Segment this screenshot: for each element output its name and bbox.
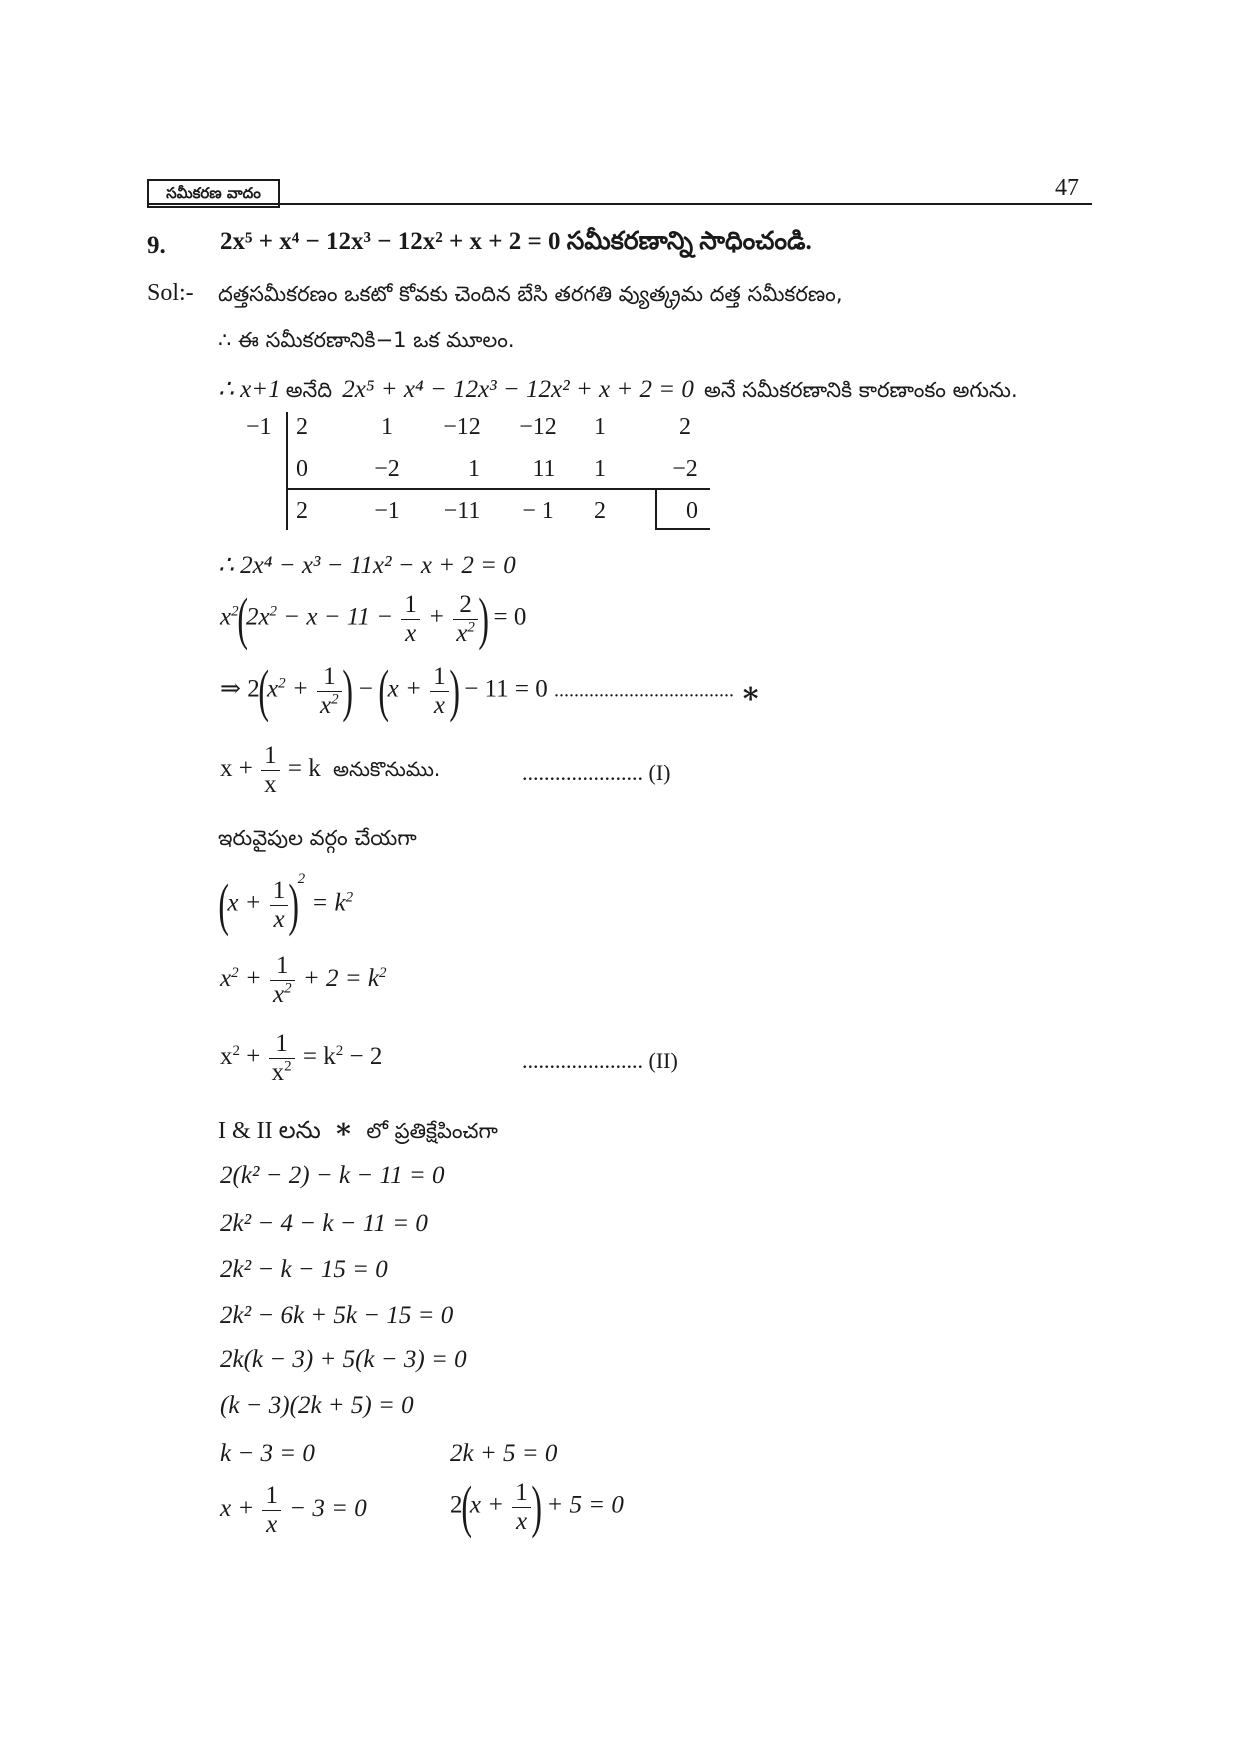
division-cell: −2 (374, 456, 400, 482)
substitution-step (218, 1112, 498, 1150)
case-left-equation: x + $\frac{1}{x}$ − 3 = 0 (220, 1482, 367, 1538)
division-cell: 2 (296, 414, 308, 440)
division-cell: − 1 (522, 498, 554, 524)
polynomial-equation: 2x⁵ + x⁴ − 12x³ − 12x² + x + 2 = 0 (342, 376, 694, 403)
division-cell: −2 (672, 456, 698, 482)
question-number: 9. (147, 232, 166, 259)
solution-label: Sol:- (147, 280, 194, 306)
division-cell: −12 (443, 414, 481, 440)
squared-equation: (x + $\frac{1}{x}$ )$^2 = k^2$ (218, 871, 354, 937)
header-rule (147, 203, 1092, 205)
solution-line-2: ∴ ఈ సమీకరణానికి−1 ఒక మూలం. (218, 328, 515, 352)
solve-step: 2(k² − 2) − k − 11 = 0 (220, 1162, 445, 1189)
star-marker: ∗ (740, 676, 761, 710)
line-3-connector: అనేది (285, 378, 333, 402)
equation-ref-2: ...................... (II) (522, 1048, 678, 1073)
factor-expression: ∴ x+1 (218, 376, 281, 403)
solution-line-1: దత్తసమీకరణం ఒకటో కోవకు చెందిన బేసి తరగతి వ్యుత్క్రమ దత్త సమీకరణం, (218, 282, 843, 306)
substitution-equation: x + $\frac{1}{x}$ = k అనుకొనుము. (220, 742, 441, 798)
division-cell: 2 (594, 498, 606, 524)
solve-step: 2k² − k − 15 = 0 (220, 1256, 388, 1283)
chapter-title: సమీకరణ వాదం (147, 179, 280, 208)
division-cell: 11 (532, 456, 556, 482)
squaring-text: ఇరువైపుల వర్గం చేయగా (218, 826, 417, 850)
remainder-value: 0 (686, 498, 698, 524)
division-divisor: −1 (246, 414, 272, 440)
substitution-step-text: లో ప్రతిక్షేపించగా (366, 1119, 498, 1143)
grouped-equation: ⇒ $2(x^2$ + $\frac{1}{x^2}$ ) − (x + $\frac{1}{x}$ ) − 11 = 0 .................................... ∗ (220, 658, 761, 723)
grouped-equation-dots: .................................... (553, 679, 734, 702)
star-marker: ∗ (333, 1114, 354, 1145)
substitution-ref: I & II లను (218, 1118, 321, 1144)
expanded-equation: $x^2$ + $\frac{1}{x^2}$ + $2 = k^2$ (220, 952, 387, 1008)
solve-step: 2k² − 4 − k − 11 = 0 (220, 1210, 428, 1237)
division-cell: −12 (519, 414, 557, 440)
case-right: 2k + 5 = 0 (450, 1440, 558, 1467)
question-text: 2x⁵ + x⁴ − 12x³ − 12x² + x + 2 = 0 సమీకరణాన్ని సాధించండి. (220, 228, 812, 255)
case-right-equation: 2(x + $\frac{1}{x}$ ) + 5 = 0 (450, 1474, 624, 1539)
substitution-text: అనుకొనుము. (332, 757, 441, 782)
division-cell: 2 (296, 498, 308, 524)
division-cell: 2 (679, 414, 691, 440)
division-cell: −1 (374, 498, 400, 524)
divided-equation-tail: = 0 (493, 603, 527, 631)
division-cell: 1 (594, 414, 606, 440)
division-cell: 1 (381, 414, 393, 440)
case-left: k − 3 = 0 (220, 1440, 315, 1467)
remainder-box-left (655, 488, 657, 530)
page-number: 47 (1055, 175, 1079, 201)
rearranged-equation: $x^2$ + $\frac{1}{x^2}$ = $k^2 - 2$ (220, 1030, 383, 1086)
division-sum-line (286, 488, 710, 490)
solve-step: (k − 3)(2k + 5) = 0 (220, 1392, 414, 1419)
division-cell: 0 (296, 456, 308, 482)
quotient-equation: ∴ 2x⁴ − x³ − 11x² − x + 2 = 0 (218, 552, 516, 579)
division-cell: 1 (594, 456, 606, 482)
division-cell: −11 (443, 498, 481, 524)
divided-equation: $x^2(2x^2 - x - 11$ − $\frac{1}{x}$ + $\frac{2}{x^2}$ ) = 0 (220, 586, 527, 651)
solution-line-3 (218, 374, 1018, 408)
solve-step: 2k² − 6k + 5k − 15 = 0 (220, 1302, 454, 1329)
division-cell: 1 (468, 456, 480, 482)
equation-ref-1: ...................... (I) (522, 760, 671, 785)
solve-step: 2k(k − 3) + 5(k − 3) = 0 (220, 1346, 467, 1373)
line-3-conclusion: అనే సమీకరణానికి కారణాంకం అగును. (704, 378, 1018, 402)
remainder-box-bottom (655, 528, 710, 530)
